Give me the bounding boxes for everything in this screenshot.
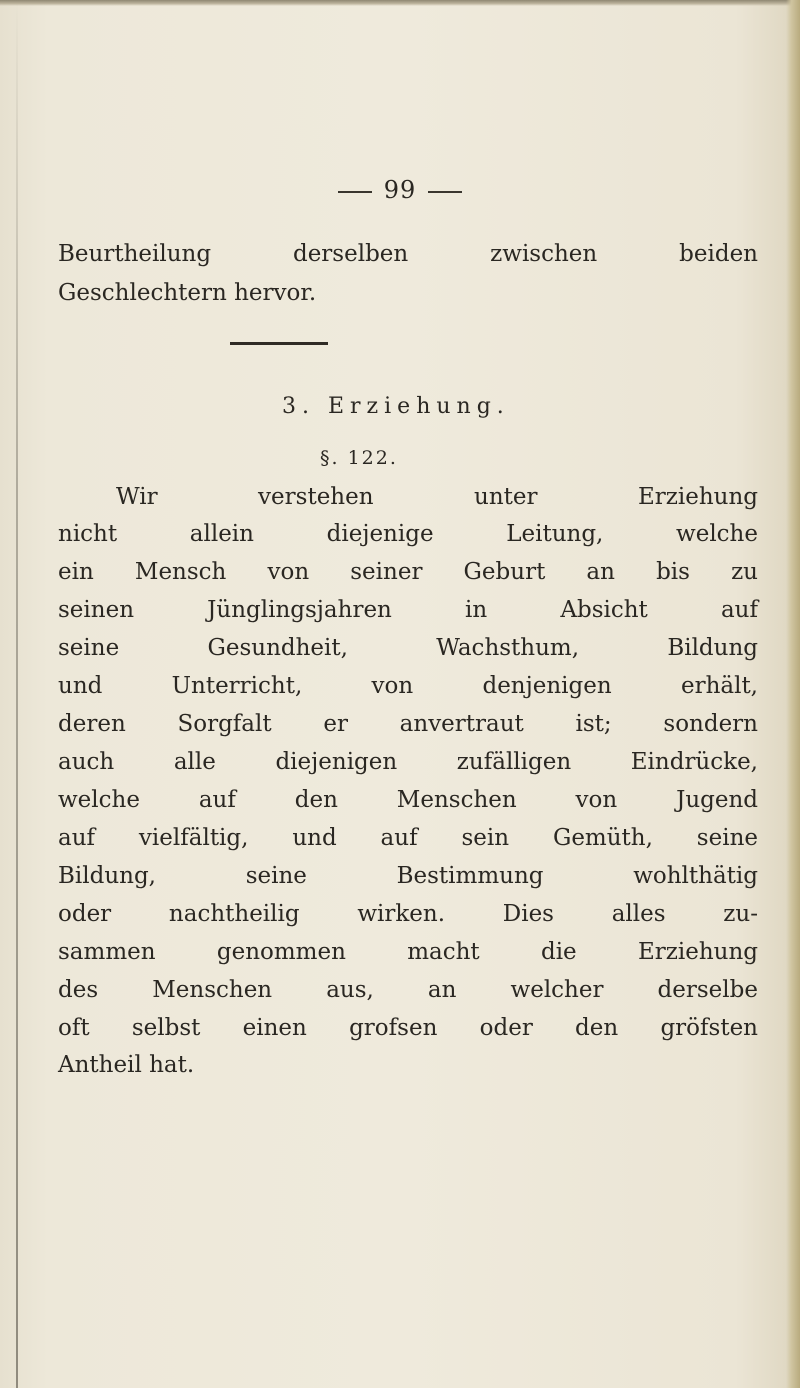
section-title: 3. Erziehung. (282, 394, 510, 419)
body-line: Antheil hat. (58, 1052, 195, 1078)
page-header (0, 176, 800, 204)
intro-line: Geschlechtern hervor. (58, 280, 317, 306)
page-top-edge (0, 0, 800, 6)
body-line: deren Sorgfalt er anvertraut ist; sondern (58, 711, 758, 737)
body-line: auch alle diejenigen zufälligen Eindrücke, (58, 749, 758, 775)
body-line: welche auf den Menschen von Jugend (58, 787, 758, 813)
body-line: seinen Jünglingsjahren in Absicht auf (58, 597, 758, 623)
body-line: oder nachtheilig wirken. Dies alles zu- (58, 901, 758, 927)
body-line: und Unterricht, von denjenigen erhält, (58, 673, 758, 699)
body-line: seine Gesundheit, Wachsthum, Bildung (58, 635, 758, 661)
page-right-edge (786, 0, 800, 1388)
intro-line: Beurtheilung derselben zwischen beiden (58, 241, 758, 267)
body-line: ein Mensch von seiner Geburt an bis zu (58, 559, 758, 585)
header-dash-right (428, 191, 462, 193)
body-line: nicht allein diejenige Leitung, welche (58, 521, 758, 547)
page-number: 99 (383, 176, 417, 204)
body-line: des Menschen aus, an welcher derselbe (58, 977, 758, 1003)
section-divider (230, 342, 328, 345)
paragraph-number: §. 122. (320, 447, 398, 469)
page-fold-shadow (16, 0, 18, 1388)
header-dash-left (338, 191, 372, 193)
body-line: auf vielfältig, und auf sein Gemüth, seine (58, 825, 758, 851)
body-line: sammen genommen macht die Erziehung (58, 939, 758, 965)
body-line: oft selbst einen grofsen oder den gröfsten (58, 1015, 758, 1041)
body-line: Bildung, seine Bestimmung wohlthätig (58, 863, 758, 889)
body-line: Wir verstehen unter Erziehung (116, 484, 758, 510)
